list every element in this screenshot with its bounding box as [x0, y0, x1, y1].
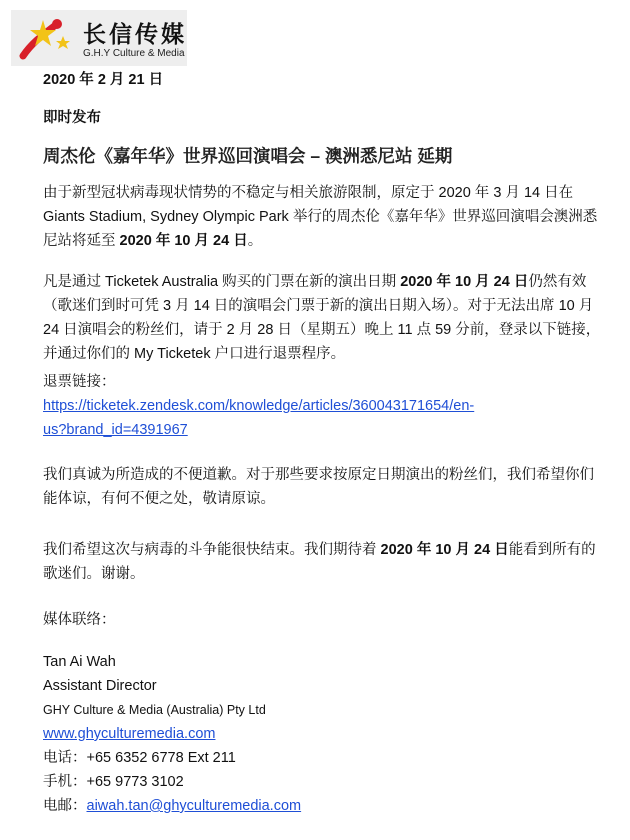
contact-block: [43, 650, 603, 818]
release-date: 2020 年 2 月 21 日: [43, 72, 164, 88]
para4-text1: 我们希望这次与病毒的斗争能很快结束。我们期待着: [43, 542, 381, 558]
para2-text2: 仍然有效（歌迷们到时可凭 3 月 14 日的演唱会门票于新的演出日期入场）。对于无法出席 10 月 24 日演唱会的粉丝们，请于 2 月 28 日（星期五）晚上 11 点 59 分前，登录以下链接，并通过你们的 My Ticketek 户口进行退票程序。: [43, 274, 601, 362]
contact-company: GHY Culture & Media (Australia) Pty Ltd: [43, 703, 266, 717]
paragraph-apology: 我们真诚为所造成的不便道歉。对于那些要求按原定日期演出的粉丝们，我们希望你们能体谅，有何不便之处，敬请原谅。: [43, 467, 594, 507]
phone-value: +65 6352 6778 Ext 211: [86, 750, 236, 766]
company-logo: [11, 10, 187, 66]
media-contact-label: 媒体联络：: [43, 612, 116, 628]
para1-new-date: 2020 年 10 月 24 日: [119, 233, 248, 249]
refund-link-line2: us?brand_id=4391967: [43, 422, 188, 438]
para2-new-date: 2020 年 10 月 24 日: [400, 274, 529, 290]
para1-text: 由于新型冠状病毒现状情势的不稳定与相关旅游限制，原定于 2020 年 3 月 14 日在 Giants Stadium, Sydney Olympic Park 举行的周杰伦《嘉年华》世界巡回演唱会澳洲悉尼站将延至: [43, 185, 598, 249]
contact-email-row: [43, 794, 603, 818]
mobile-label: 手机：: [43, 774, 87, 790]
logo-chinese-name: 长信传媒: [83, 22, 187, 48]
headline: 周杰伦《嘉年华》世界巡回演唱会 – 澳洲悉尼站 延期: [43, 146, 453, 166]
contact-mobile-row: [43, 770, 603, 794]
refund-label: 退票链接：: [43, 374, 116, 390]
refund-link[interactable]: [43, 398, 474, 438]
para2-text1: 凡是通过 Ticketek Australia 购买的门票在新的演出日期: [43, 274, 401, 290]
para4-text2: 能看到所有的歌迷们。谢谢。: [43, 542, 596, 582]
release-label: 即时发布: [43, 110, 101, 126]
paragraph-postponement: [43, 181, 603, 253]
contact-website-link[interactable]: www.ghyculturemedia.com: [43, 726, 216, 742]
para1-end: 。: [247, 233, 263, 249]
contact-name: Tan Ai Wah: [43, 654, 116, 670]
contact-title: Assistant Director: [43, 678, 157, 694]
logo-english-name: G.H.Y Culture & Media: [83, 48, 185, 59]
refund-link-line1: https://ticketek.zendesk.com/knowledge/articles/360043171654/en-: [43, 398, 475, 414]
paragraph-closing: [43, 538, 603, 586]
mobile-value: +65 9773 3102: [86, 774, 184, 790]
refund-section: [43, 370, 603, 442]
star-burst-logo-icon: [17, 14, 75, 64]
contact-phone-row: [43, 746, 603, 770]
para4-new-date: 2020 年 10 月 24 日: [380, 542, 509, 558]
email-link[interactable]: aiwah.tan@ghyculturemedia.com: [86, 798, 302, 814]
phone-label: 电话：: [43, 750, 87, 766]
paragraph-tickets: [43, 270, 603, 366]
email-label: 电邮：: [43, 798, 87, 814]
